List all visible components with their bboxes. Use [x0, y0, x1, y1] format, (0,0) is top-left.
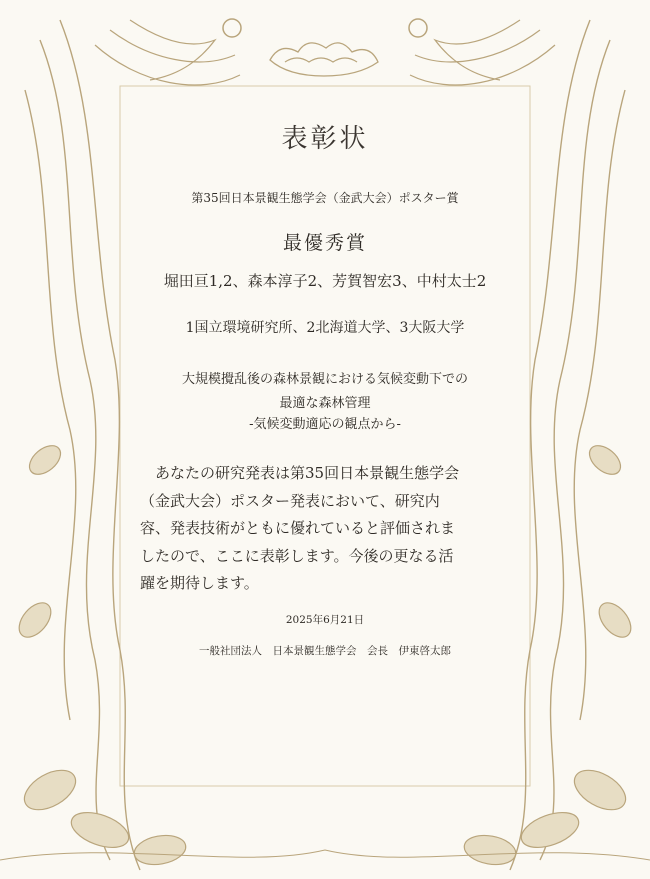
event-name: 第35回日本景観生態学会（金武大会）ポスター賞 — [191, 191, 459, 205]
affiliations: 1国立環境研究所、2北海道大学、3大阪大学 — [185, 320, 465, 336]
phoenix-right-head — [409, 19, 427, 37]
award-date: 2025年6月21日 — [285, 614, 365, 626]
poster-subtitle: -気候変動適応の観点から- — [249, 417, 401, 432]
body-line: あなたの研究発表は第35回日本景観生態学会 — [140, 464, 460, 482]
award-name: 最優秀賞 — [282, 232, 367, 254]
body-line: したので、ここに表彰します。今後の更なる活 — [140, 546, 454, 565]
commendation-text — [140, 460, 520, 598]
body-line: 容、発表技術がともに優れていると評価されま — [140, 519, 456, 537]
poster-title-line: 大規模攪乱後の森林景観における気候変動下での — [181, 372, 468, 387]
body-line: 躍を期待します。 — [140, 574, 259, 592]
certificate-title: 表彰状 — [281, 124, 369, 154]
phoenix-left-head — [223, 19, 241, 37]
authors: 堀田亘1,2、森本淳子2、芳賀智宏3、中村太士2 — [163, 272, 487, 290]
body-line: （金武大会）ポスター発表において、研究内 — [140, 491, 440, 510]
poster-title-line: 最適な森林管理 — [279, 396, 371, 411]
issuer: 一般社団法人 日本景観生態学会 会長 伊東啓太郎 — [199, 645, 451, 657]
